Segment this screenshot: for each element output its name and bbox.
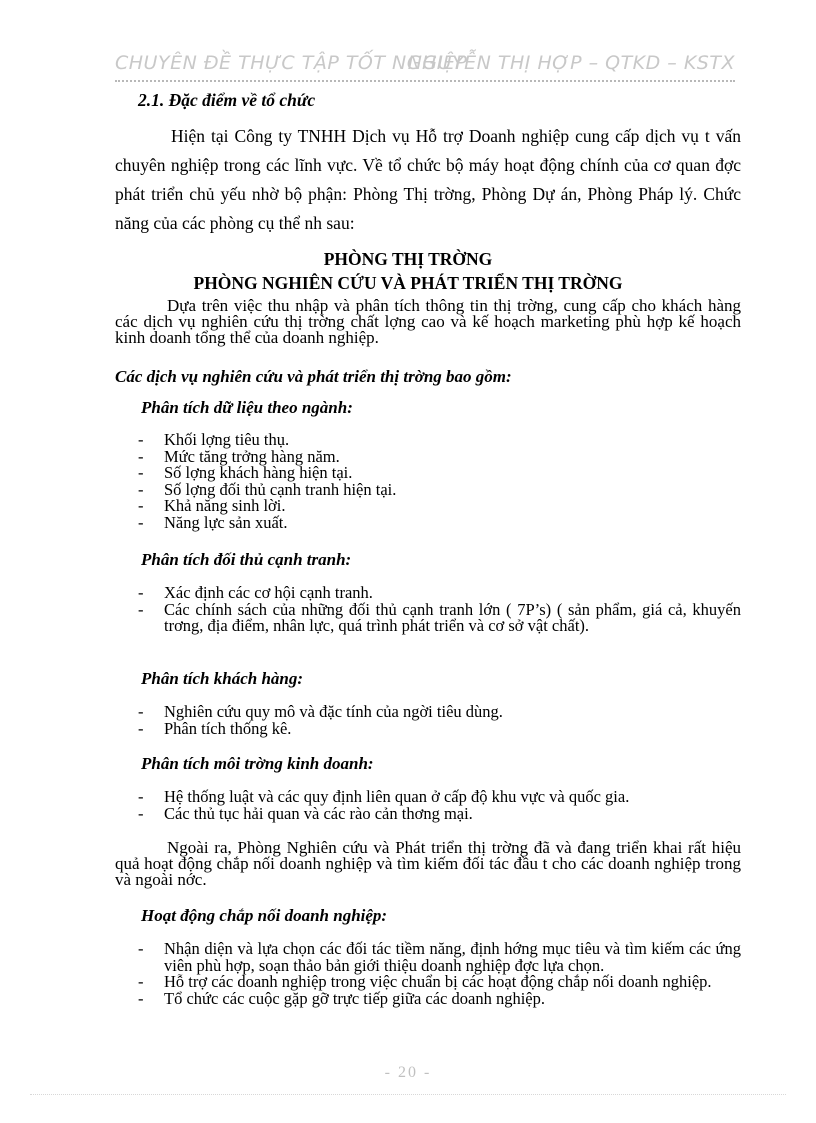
closing-paragraph: Ngoài ra, Phòng Nghiên cứu và Phát triển thị trờng đã và đang triển khai rất hiệu quả hoạt động chắp nối doanh nghiệp và tìm kiếm đối tác đầu t cho các doanh nghiệp trong và ngoài nớc.	[115, 838, 741, 889]
footer-divider	[30, 1094, 786, 1095]
industry-analysis-heading: Phân tích dữ liệu theo ngành:	[141, 398, 353, 417]
industry-analysis-list	[138, 432, 741, 531]
business-linking-heading: Hoạt động chắp nối doanh nghiệp:	[141, 906, 388, 925]
list-item: - Số lợng khách hàng hiện tại.	[138, 465, 741, 482]
list-item: - Nghiên cứu quy mô và đặc tính của ngời tiêu dùng.	[138, 704, 741, 721]
customer-analysis-list	[138, 704, 741, 737]
list-item: - Các thủ tục hải quan và các rào cản thơng mại.	[138, 806, 741, 823]
list-item: - Phân tích thống kê.	[138, 721, 741, 738]
list-item: - Tổ chức các cuộc gặp gỡ trực tiếp giữa các doanh nghiệp.	[138, 991, 741, 1008]
intro-paragraph: Hiện tại Công ty TNHH Dịch vụ Hỗ trợ Doanh nghiệp cung cấp dịch vụ t vấn chuyên nghiệp trong các lĩnh vực. Về tổ chức bộ máy hoạt động chính của cơ quan đợc phát triển chủ yếu nhờ bộ phận: Phòng Thị trờng, Phòng Dự án, Phòng Pháp lý. Chức năng của các phòng cụ thể nh sau:	[115, 126, 741, 233]
list-item: - Khối lợng tiêu thụ.	[138, 432, 741, 449]
department-intro: Dựa trên việc thu nhập và phân tích thông tin thị trờng, cung cấp cho khách hàng các dịch vụ nghiên cứu thị trờng chất lợng cao và kế hoạch marketing phù hợp kế hoạch kinh doanh tổng thể của doanh nghiệp.	[115, 296, 741, 347]
page-header	[115, 52, 735, 82]
list-item: - Hệ thống luật và các quy định liên quan ở cấp độ khu vực và quốc gia.	[138, 789, 741, 806]
customer-analysis-heading: Phân tích khách hàng:	[141, 669, 304, 688]
list-item: - Năng lực sản xuất.	[138, 515, 741, 532]
list-item: - Số lợng đối thủ cạnh tranh hiện tại.	[138, 482, 741, 499]
business-environment-list	[138, 789, 741, 822]
list-item: - Hỗ trợ các doanh nghiệp trong việc chuẩn bị các hoạt động chắp nối doanh nghiệp.	[138, 974, 741, 991]
list-item: - Khả năng sinh lời.	[138, 498, 741, 515]
section-title: 2.1. Đặc điểm về tổ chức	[138, 90, 316, 110]
list-item: - Mức tăng trởng hàng năm.	[138, 449, 741, 466]
department-subtitle: PHÒNG NGHIÊN CỨU VÀ PHÁT TRIỂN THỊ TRỜNG	[193, 273, 623, 293]
list-item: - Nhận diện và lựa chọn các đối tác tiềm năng, định hớng mục tiêu và tìm kiếm các ứng viên phù hợp, soạn thảo bản giới thiệu doanh nghiệp đợc lựa chọn.	[138, 941, 741, 974]
services-heading: Các dịch vụ nghiên cứu và phát triển thị trờng bao gồm:	[115, 367, 512, 386]
business-environment-heading: Phân tích môi trờng kinh doanh:	[141, 754, 374, 773]
department-title: PHÒNG THỊ TRỜNG	[323, 249, 493, 269]
competitor-analysis-heading: Phân tích đối thủ cạnh tranh:	[141, 550, 352, 569]
header-author: NGUYỄN THỊ HỢP – QTKD – KSTX	[407, 52, 735, 74]
list-item: - Các chính sách của những đối thủ cạnh tranh lớn ( 7P’s) ( sản phẩm, giá cả, khuyến trơng, địa điểm, nhân lực, quá trình phát triển và cơ sở vật chất).	[138, 602, 741, 635]
page-number: - 20 -	[384, 1064, 432, 1081]
list-item: - Xác định các cơ hội cạnh tranh.	[138, 585, 741, 602]
header-thesis-title: CHUYÊN ĐỀ THỰC TẬP TỐT NGHIỆP	[115, 52, 468, 74]
business-linking-list	[138, 941, 741, 1007]
competitor-analysis-list	[138, 585, 741, 635]
header-divider	[115, 80, 735, 82]
